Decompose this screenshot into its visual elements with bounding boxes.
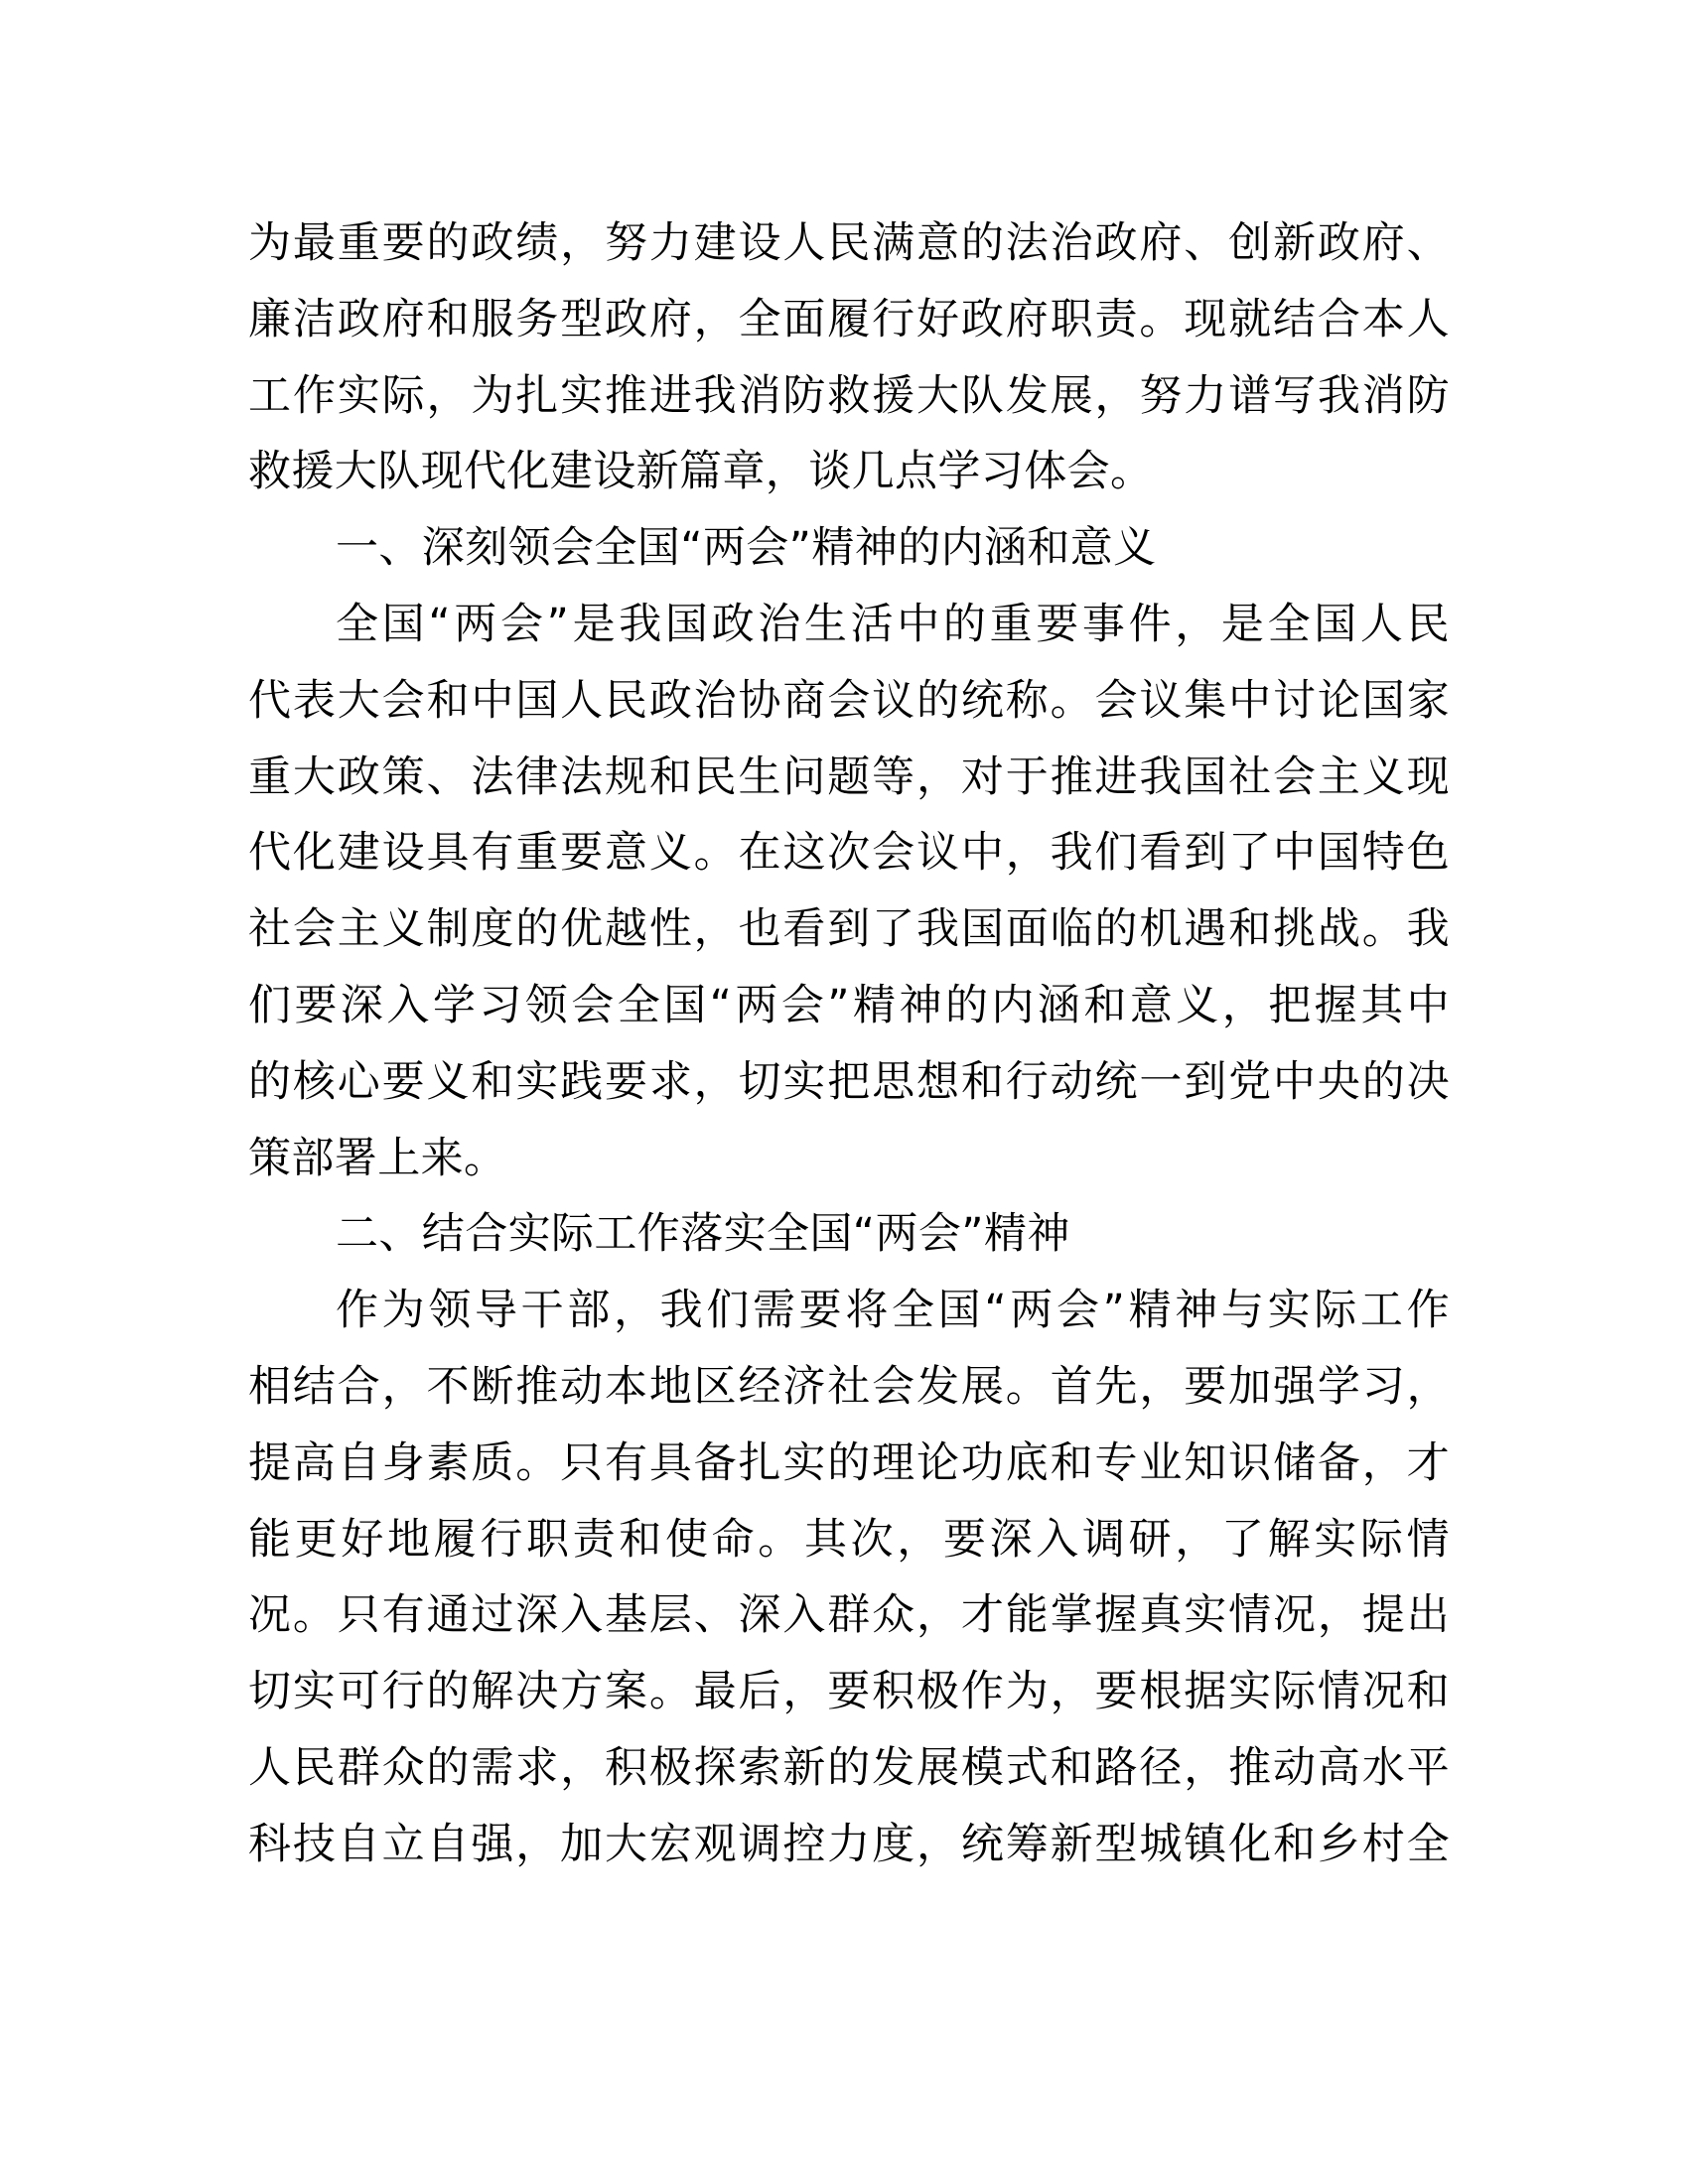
text-line: 提高自身素质。只有具备扎实的理论功底和专业知识储备，才 — [248, 1437, 1450, 1488]
section-2-paragraph — [248, 1273, 1450, 1882]
text-line: 况。只有通过深入基层、深入群众，才能掌握真实情况，提出 — [248, 1590, 1450, 1641]
text-line: 能更好地履行职责和使命。其次，要深入调研，了解实际情 — [248, 1514, 1450, 1565]
text-line: 廉洁政府和服务型政府，全面履行好政府职责。现就结合本人 — [248, 294, 1450, 344]
text-line: 作为领导干部，我们需要将全国“两会”精神与实际工作 — [336, 1286, 1450, 1336]
section-heading-2: 二、结合实际工作落实全国“两会”精神 — [336, 1209, 1070, 1260]
intro-paragraph — [248, 205, 1450, 510]
section-heading-1: 一、深刻领会全国“两会”精神的内涵和意义 — [336, 523, 1157, 574]
text-line: 社会主义制度的优越性，也看到了我国面临的机遇和挑战。我 — [248, 904, 1450, 955]
text-line: 为最重要的政绩，努力建设人民满意的法治政府、创新政府、 — [248, 218, 1450, 268]
text-line: 相结合，不断推动本地区经济社会发展。首先，要加强学习， — [248, 1361, 1450, 1412]
text-line: 代表大会和中国人民政治协商会议的统称。会议集中讨论国家 — [248, 675, 1450, 726]
document-page — [248, 205, 1450, 1883]
text-line: 科技自立自强，加大宏观调控力度，统筹新型城镇化和乡村全 — [248, 1819, 1450, 1869]
text-line: 工作实际，为扎实推进我消防救援大队发展，努力谱写我消防 — [248, 370, 1450, 421]
text-line: 们要深入学习领会全国“两会”精神的内涵和意义，把握其中 — [248, 980, 1450, 1030]
text-line: 代化建设具有重要意义。在这次会议中，我们看到了中国特色 — [248, 828, 1450, 879]
section-1-paragraph — [248, 587, 1450, 1196]
text-line: 重大政策、法律法规和民生问题等，对于推进我国社会主义现 — [248, 751, 1450, 802]
text-line: 策部署上来。 — [248, 1133, 507, 1183]
text-line: 人民群众的需求，积极探索新的发展模式和路径，推动高水平 — [248, 1742, 1450, 1793]
text-line: 救援大队现代化建设新篇章，谈几点学习体会。 — [248, 447, 1154, 497]
text-line: 的核心要义和实践要求，切实把思想和行动统一到党中央的决 — [248, 1056, 1450, 1107]
text-line: 切实可行的解决方案。最后，要积极作为，要根据实际情况和 — [248, 1667, 1450, 1717]
text-line: 全国“两会”是我国政治生活中的重要事件，是全国人民 — [336, 599, 1450, 649]
